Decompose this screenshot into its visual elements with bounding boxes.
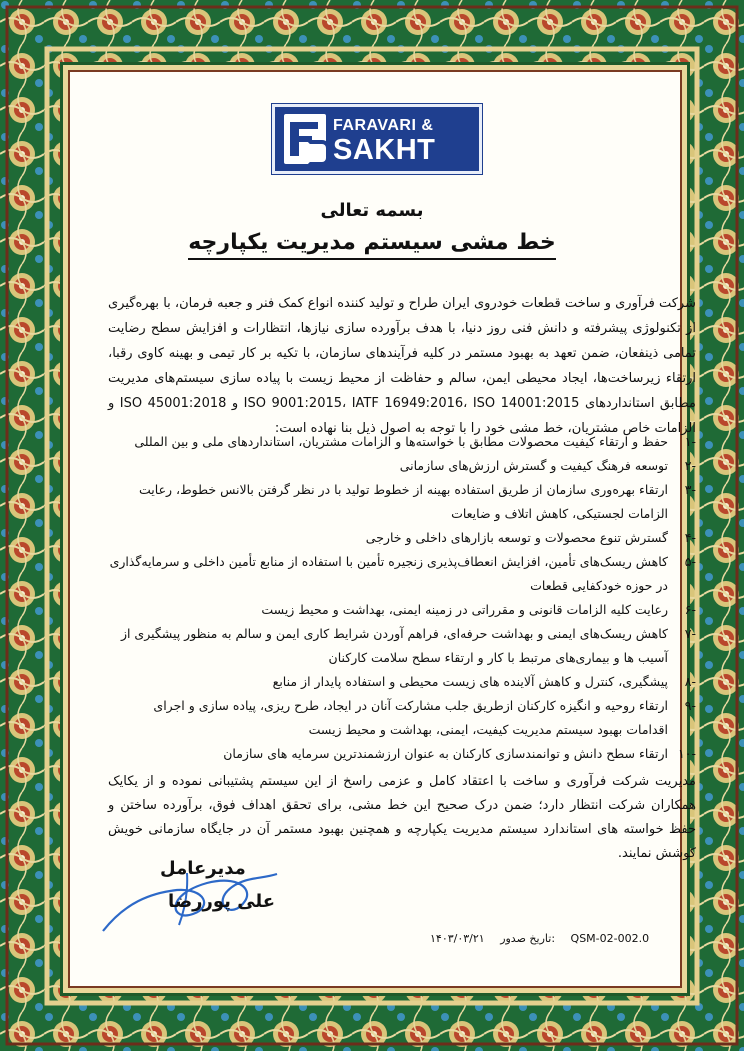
signatory-title: مدیرعامل (160, 858, 246, 879)
logo-text-line2: SAKHT (333, 134, 436, 166)
policy-list (108, 430, 696, 766)
list-item: -۸ پیشگیری، کنترل و کاهش آلاینده های زیست محیطی و استفاده پایدار از منابع (272, 674, 696, 689)
closing-paragraph: مدیریت شرکت فرآوری و ساخت با اعتقاد کامل و عزمی راسخ از این سیستم پشتیبانی نموده و از یکایک همکاران شرکت انتظار دارد؛ ضمن درک صحیح این خط مشی، برای تحقق اهداف فوق، برآورده ساختن و حفظ خواسته های استاندارد سیستم مدیریت یکپارچه و همچنین بهبود مستمر آن در جایگاه سازمانی خویش کوشش نمایند. (108, 774, 696, 861)
signatory-name: علی پوررضا (168, 891, 276, 912)
list-item: -۹ ارتقاء روحیه و انگیزه کارکنان ازطریق جلب مشارکت آنان در ایجاد، طرح ریزی، پیاده سازی و اجرای اقدامات بهبود سیستم مدیریت کیفیت، ایمنی، بهداشت و محیط زیست (153, 698, 696, 737)
document-title: خط مشی سیستم مدیریت یکپارچه (0, 230, 744, 255)
list-item: -۵ کاهش ریسک‌های تأمین، افزایش انعطاف‌پذیری زنجیره تأمین با استفاده از منابع تأمین داخلی و سرمایه‌گذاری در حوزه خودکفایی قطعات (109, 554, 696, 593)
company-logo (272, 104, 482, 174)
intro-paragraph: شرکت فرآوری و ساخت قطعات خودروی ایران طراح و تولید کننده انواع کمک فنر و جعبه فرمان، با بهره‌گیری از تکنولوژی پیشرفته و دانش فنی روز دنیا، با هدف برآورده سازی نیازها، انتظارات و افزایش سطح رضایت تمامی ذینفعان، ضمن تعهد به بهبود مستمر در کلیه فرآیندهای سازمان، با تکیه بر کار تیمی و بهینه کاوی رقبا، ارتقاء زیرساخت‌ها، ایجاد محیطی ایمن، سالم و حفاظت از محیط زیست با پیاده سازی سیستم‌های مدیریت مطابق استانداردهای ISO 9001:2015، IATF 16949:2016، ISO 14001:2015 و ISO 45001:2018 و الزامات خاص مشتریان، خط مشی خود را با توجه به اصول ذیل بنا نهاده است: (108, 296, 696, 436)
list-item: -۴ گسترش تنوع محصولات و توسعه بازارهای داخلی و خارجی (365, 530, 696, 545)
document-footer (430, 932, 661, 945)
fs-logo-mark (284, 114, 326, 164)
list-item: -۶ رعایت کلیه الزامات قانونی و مقرراتی در زمینه ایمنی، بهداشت و محیط زیست (261, 602, 696, 617)
logo-text-line1: FARAVARI & (333, 117, 434, 134)
list-item: -۱ حفظ و ارتقاء کیفیت محصولات مطابق با خواسته‌ها و الزامات مشتریان، استانداردهای ملی و بین المللی (134, 434, 696, 449)
list-item: -۲ توسعه فرهنگ کیفیت و گسترش ارزش‌های سازمانی (399, 458, 696, 473)
list-item: -۷ کاهش ریسک‌های ایمنی و بهداشت حرفه‌ای، فراهم آوردن شرایط کاری ایمن و سالم به منظور پیشگیری از آسیب ها و بیماری‌های مرتبط با کار و ارتقاء سطح سلامت کارکنان (120, 626, 696, 665)
issue-date: ۱۴۰۳/۰۳/۲۱ (430, 932, 485, 945)
issue-date-label: تاریخ صدور: (500, 932, 556, 945)
list-item: -۳ ارتقاء بهره‌وری سازمان از طریق استفاده بهینه از خطوط تولید با در نظر گرفتن بالانس خطوط، رعایت الزامات لجستیکی، کاهش اتلاف و ضایعات (139, 482, 696, 521)
invocation: بسمه تعالی (320, 200, 424, 221)
list-item: -۱۰ ارتقاء سطح دانش و توانمندسازی کارکنان به عنوان ارزشمندترین سرمایه های سازمان (223, 746, 696, 761)
document-code: QSM-02-002.0 (570, 932, 650, 945)
